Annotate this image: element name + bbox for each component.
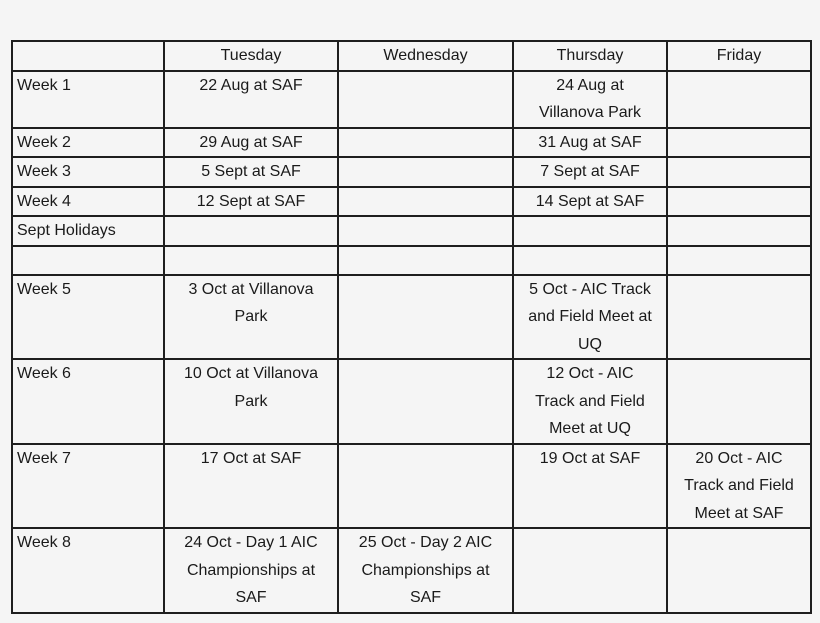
week-label: Week 8	[12, 528, 164, 613]
thursday-cell	[513, 216, 667, 246]
wednesday-cell	[338, 157, 513, 187]
week-label: Week 5	[12, 275, 164, 360]
friday-cell	[667, 71, 811, 128]
thursday-cell	[513, 246, 667, 275]
header-tuesday: Tuesday	[164, 41, 338, 71]
friday-cell	[667, 528, 811, 613]
tuesday-cell: 29 Aug at SAF	[164, 128, 338, 158]
tuesday-cell: 17 Oct at SAF	[164, 444, 338, 529]
friday-cell	[667, 187, 811, 217]
week-label	[12, 246, 164, 275]
week-label: Week 6	[12, 359, 164, 444]
tuesday-cell: 22 Aug at SAF	[164, 71, 338, 128]
table-row	[12, 187, 811, 217]
wednesday-cell: 25 Oct - Day 2 AIC Championships at SAF	[338, 528, 513, 613]
tuesday-cell: 5 Sept at SAF	[164, 157, 338, 187]
tuesday-cell	[164, 216, 338, 246]
table-row	[12, 157, 811, 187]
thursday-cell: 31 Aug at SAF	[513, 128, 667, 158]
week-label: Week 1	[12, 71, 164, 128]
wednesday-cell	[338, 128, 513, 158]
friday-cell	[667, 157, 811, 187]
table-row	[12, 528, 811, 613]
week-label: Week 3	[12, 157, 164, 187]
week-label: Week 2	[12, 128, 164, 158]
header-friday: Friday	[667, 41, 811, 71]
tuesday-cell: 10 Oct at Villanova Park	[164, 359, 338, 444]
tuesday-cell: 3 Oct at Villanova Park	[164, 275, 338, 360]
friday-cell	[667, 359, 811, 444]
wednesday-cell	[338, 71, 513, 128]
table-row	[12, 275, 811, 360]
tuesday-cell: 24 Oct - Day 1 AIC Championships at SAF	[164, 528, 338, 613]
thursday-cell: 19 Oct at SAF	[513, 444, 667, 529]
wednesday-cell	[338, 359, 513, 444]
friday-cell: 20 Oct - AIC Track and Field Meet at SAF	[667, 444, 811, 529]
week-label: Week 4	[12, 187, 164, 217]
tuesday-cell: 12 Sept at SAF	[164, 187, 338, 217]
wednesday-cell	[338, 187, 513, 217]
table-row	[12, 71, 811, 128]
header-row	[12, 41, 811, 71]
wednesday-cell	[338, 216, 513, 246]
thursday-cell: 5 Oct - AIC Track and Field Meet at UQ	[513, 275, 667, 360]
header-wednesday: Wednesday	[338, 41, 513, 71]
tuesday-cell	[164, 246, 338, 275]
thursday-cell: 14 Sept at SAF	[513, 187, 667, 217]
table-row	[12, 359, 811, 444]
schedule-table	[11, 40, 812, 614]
thursday-cell: 12 Oct - AIC Track and Field Meet at UQ	[513, 359, 667, 444]
wednesday-cell	[338, 246, 513, 275]
friday-cell	[667, 275, 811, 360]
header-blank	[12, 41, 164, 71]
thursday-cell: 7 Sept at SAF	[513, 157, 667, 187]
table-row	[12, 246, 811, 275]
table-row	[12, 128, 811, 158]
header-thursday: Thursday	[513, 41, 667, 71]
thursday-cell: 24 Aug at Villanova Park	[513, 71, 667, 128]
wednesday-cell	[338, 275, 513, 360]
week-label: Sept Holidays	[12, 216, 164, 246]
table-row	[12, 444, 811, 529]
friday-cell	[667, 246, 811, 275]
friday-cell	[667, 128, 811, 158]
table-row	[12, 216, 811, 246]
week-label: Week 7	[12, 444, 164, 529]
wednesday-cell	[338, 444, 513, 529]
friday-cell	[667, 216, 811, 246]
thursday-cell	[513, 528, 667, 613]
